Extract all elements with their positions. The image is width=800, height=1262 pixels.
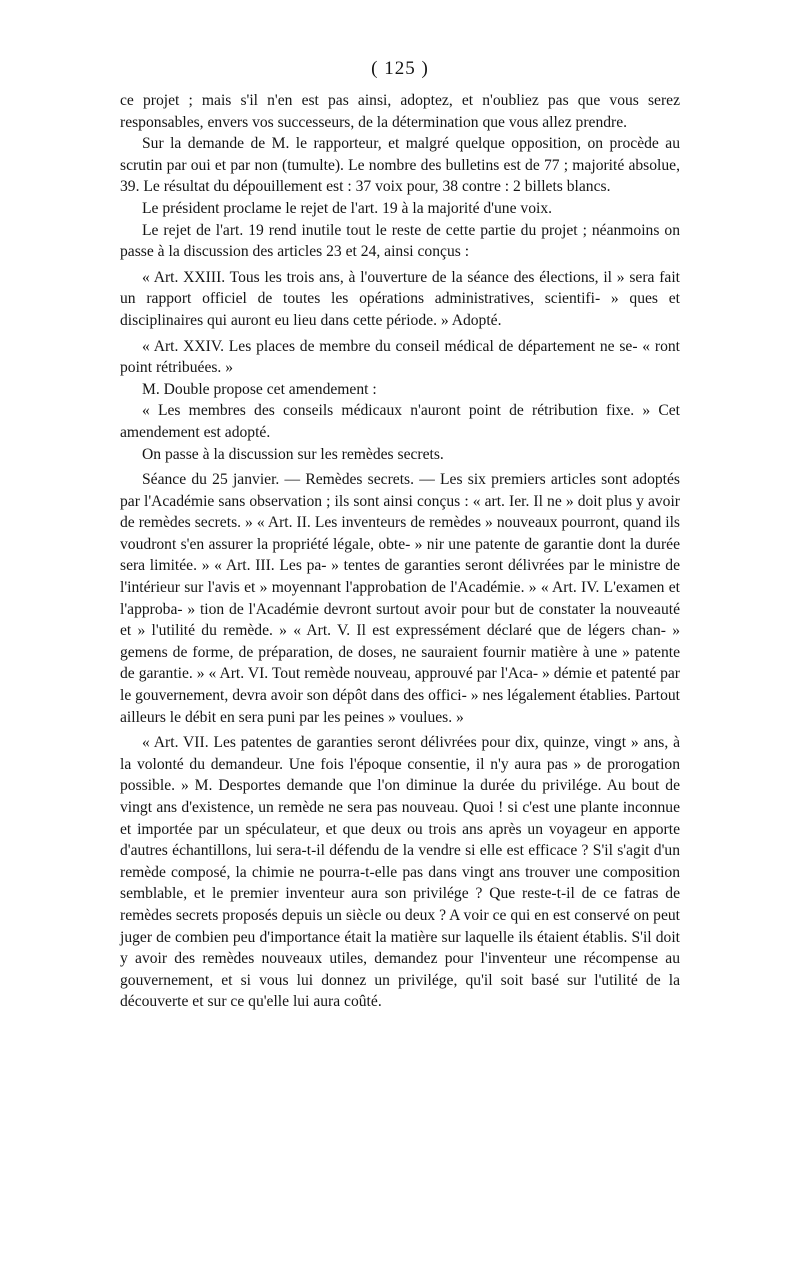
paragraph-seance-25-janvier: Séance du 25 janvier. — Remèdes secrets. — Les six premiers articles sont adoptés par l'Académie sans observation ; ils sont ainsi conçus : « art. Ier. Il ne » doit plus y avoir de remèdes secrets. » « Art. II. Les inventeurs de remèdes » nouveaux pourront, quand ils voudront s'en assurer la propriété légale, obte- » nir une patente de garantie dont la durée sera limitée. » « Art. III. Les pa- » tentes de garanties seront délivrées par le ministre de l'intérieur sur l'avis et » moyennant l'approbation de l'Académie. » « Art. IV. L'examen et l'approba- » tion de l'Académie devront surtout avoir pour but de constater la nouveauté et » l'utilité du remède. » « Art. V. Il est expressément déclaré que de légers chan- » gemens de forme, de préparation, de doses, ne sauraient fournir matière à une » patente de garantie. » « Art. VI. Tout remède nouveau, approuvé par l'Aca- » démie et patenté par le gouvernement, devra avoir son dépôt dans des offici- » nes légalement établies. Partout ailleurs le débit en sera puni par les peines » voulues. »: [120, 471, 680, 726]
paragraph-art-23: « Art. XXIII. Tous les trois ans, à l'ouverture de la séance des élections, il » sera fait un rapport officiel de toutes les opérations administratives, scientifi- » ques et disciplinaires qui auront eu lieu dans cette période. » Adopté.: [120, 268, 680, 329]
paragraph-art-24: « Art. XXIV. Les places de membre du conseil médical de département ne se- « ront point rétribuées. »: [120, 337, 680, 377]
paragraph-amendment-intro: M. Double propose cet amendement :: [142, 380, 377, 398]
page-number: ( 125 ): [371, 58, 429, 79]
body-text: [120, 90, 680, 1013]
paragraph-art-7: « Art. VII. Les patentes de garanties seront délivrées pour dix, quinze, vingt » ans, à la volonté du demandeur. Une fois l'époque consentie, il n'y aura pas » de prorogation possible. » M. Desportes demande que l'on diminue la durée du privilége. Au bout de vingt ans d'existence, un remède ne sera pas nouveau. Quoi ! si c'est une plante inconnue et importée par un spéculateur, et que deux ou trois ans après un voyageur en apporte d'autres échantillons, lui sera-t-il défendu de la vendre si elle est efficace ? S'il s'agit d'un remède composé, la chimie ne pourra-t-elle pas dans vingt ans trouver une composition semblable, et le premier inventeur aura son privilége ? Que reste-t-il de ce fatras de remèdes secrets proposés depuis un siècle ou deux ? A voir ce qui en est conservé on peut juger de combien peu d'importance était la matière sur laquelle ils étaient établis. S'il doit y avoir des remèdes nouveaux utiles, demandez pour l'inventeur une récompense au gouvernement, et si vous lui donnez un privilége, qu'il soit basé sur l'utilité de la découverte et sur ce qu'elle lui aura coûté.: [120, 734, 680, 1011]
paragraph-transition: On passe à la discussion sur les remèdes secrets.: [142, 445, 444, 463]
paragraph-amendment: « Les membres des conseils médicaux n'auront point de rétribution fixe. » Cet amendement est adopté.: [120, 402, 680, 441]
paragraph-2: Sur la demande de M. le rapporteur, et malgré quelque opposition, on procède au scrutin par oui et par non (tumulte). Le nombre des bulletins est de 77 ; majorité absolue, 39. Le résultat du dépouillement est : 37 voix pour, 38 contre : 2 billets blancs.: [120, 135, 680, 196]
paragraph-3: Le président proclame le rejet de l'art. 19 à la majorité d'une voix.: [142, 199, 553, 217]
paragraph-4: Le rejet de l'art. 19 rend inutile tout le reste de cette partie du projet ; néanmoins on passe à la discussion des articles 23 et 24, ainsi conçus :: [120, 221, 680, 261]
paragraph-1: ce projet ; mais s'il n'en est pas ainsi, adoptez, et n'oubliez pas que vous serez responsables, envers vos successeurs, de la détermination que vous allez prendre.: [120, 92, 680, 131]
